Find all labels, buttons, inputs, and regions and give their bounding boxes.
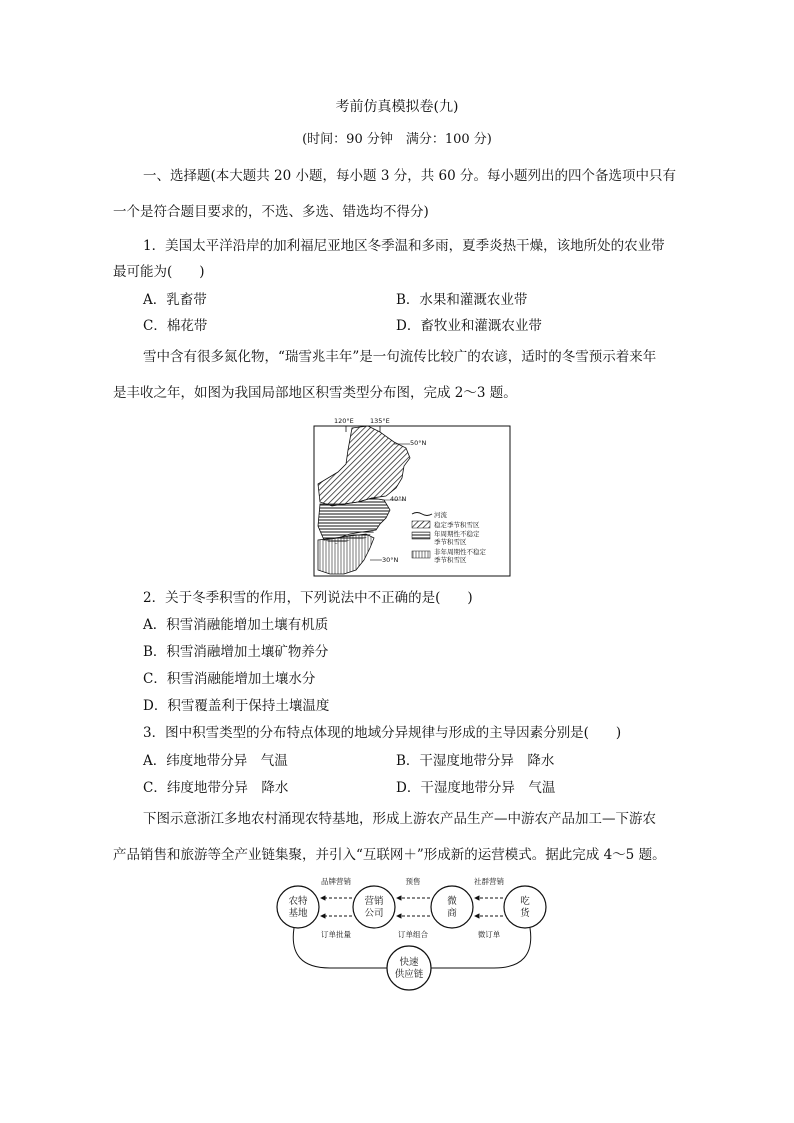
lat-30: 30°N xyxy=(382,556,399,564)
legend-stable-swatch xyxy=(412,521,430,528)
node-micro-merchant xyxy=(431,886,473,928)
legend-nonannual-1: 非年周期性不稳定 xyxy=(434,548,486,556)
passage1-line1: 雪中含有很多氮化物，“瑞雪兆丰年”是一句流传比较广的农谚，适时的冬雪预示着来年 xyxy=(143,349,657,365)
legend-nonannual-swatch xyxy=(412,551,430,558)
edge-label-micro-order: 微订单 xyxy=(477,930,501,939)
lat-50: 50°N xyxy=(410,439,427,447)
node-foodie xyxy=(504,886,546,928)
node-micro-label-2: 商 xyxy=(447,908,457,919)
section-instruction-line1: 一、选择题(本大题共 20 小题，每小题 3 分，共 60 分。每小题列出的四个备选项中只有 xyxy=(143,168,676,184)
node-supply-label-1: 快速 xyxy=(399,957,419,968)
q1-stem-line2: 最可能为( ) xyxy=(113,264,205,280)
legend-annual-swatch xyxy=(412,532,430,539)
q1-option-d: D．畜牧业和灌溉农业带 xyxy=(396,318,542,334)
lon-135: 135°E xyxy=(370,417,390,425)
node-foodie-label-1: 吃 xyxy=(520,896,530,907)
supply-chain-diagram xyxy=(270,872,560,994)
legend-stable: 稳定季节积雪区 xyxy=(434,521,480,529)
edge-label-order-combination: 订单组合 xyxy=(398,930,428,939)
q2-option-a: A．积雪消融能增加土壤有机质 xyxy=(143,617,329,633)
legend-annual-1: 年周期性不稳定 xyxy=(434,530,480,538)
passage2-line2: 产品销售和旅游等全产业链集聚，并引入“互联网＋”形成新的运营模式。据此完成 4～5 题。 xyxy=(113,847,666,863)
node-marketing-label-2: 公司 xyxy=(364,908,384,919)
edge-label-community-marketing: 社群营销 xyxy=(474,877,504,886)
page-title: 考前仿真模拟卷(九) xyxy=(335,99,459,115)
node-micro-label-1: 微 xyxy=(447,896,457,907)
node-fast-supply-chain xyxy=(387,946,431,990)
node-marketing-label-1: 营销 xyxy=(364,896,384,907)
legend-river: 河流 xyxy=(434,511,447,519)
node-farm-base-label-1: 农特 xyxy=(288,896,308,907)
edge-label-presale: 预售 xyxy=(405,877,421,886)
snow-cover-map xyxy=(310,414,515,580)
q1-option-a: A．乳畜带 xyxy=(143,292,207,308)
q3-option-a: A．纬度地带分异 气温 xyxy=(143,753,288,769)
lon-120: 120°E xyxy=(334,417,354,425)
lat-40: 40°N xyxy=(390,495,407,503)
q1-option-c: C．棉花带 xyxy=(143,318,208,334)
node-farm-base-label-2: 基地 xyxy=(288,908,308,919)
node-supply-label-2: 供应链 xyxy=(394,969,424,980)
section-instruction-line2: 一个是符合题目要求的，不选、多选、错选均不得分) xyxy=(113,204,429,220)
q2-option-d: D．积雪覆盖利于保持土壤温度 xyxy=(143,698,330,714)
page-subtitle: (时间：90 分钟 满分：100 分) xyxy=(302,132,492,147)
q2-stem: 2．关于冬季积雪的作用，下列说法中不正确的是( ) xyxy=(143,590,473,606)
q3-option-d: D．干湿度地带分异 气温 xyxy=(396,780,556,796)
passage1-line2: 是丰收之年，如图为我国局部地区积雪类型分布图，完成 2～3 题。 xyxy=(113,385,517,401)
legend-annual-2: 季节积雪区 xyxy=(434,538,467,546)
node-foodie-label-2: 货 xyxy=(520,908,530,919)
q1-stem-line1: 1．美国太平洋沿岸的加利福尼亚地区冬季温和多雨，夏季炎热干燥，该地所处的农业带 xyxy=(143,238,665,254)
q3-option-c: C．纬度地带分异 降水 xyxy=(143,780,289,796)
legend-nonannual-2: 季节积雪区 xyxy=(434,556,467,564)
q3-option-b: B．干湿度地带分异 降水 xyxy=(396,753,555,769)
edge-label-brand-marketing: 品牌营销 xyxy=(321,877,351,886)
q2-option-b: B．积雪消融增加土壤矿物养分 xyxy=(143,644,329,660)
passage2-line1: 下图示意浙江多地农村涌现农特基地，形成上游农产品生产—中游农产品加工—下游农 xyxy=(143,811,656,827)
node-marketing-company xyxy=(353,886,395,928)
q3-stem: 3．图中积雪类型的分布特点体现的地域分异规律与形成的主导因素分别是( ) xyxy=(143,725,622,741)
q1-option-b: B．水果和灌溉农业带 xyxy=(396,292,528,308)
edge-label-bulk-order: 订单批量 xyxy=(321,930,351,939)
q2-option-c: C．积雪消融能增加土壤水分 xyxy=(143,671,316,687)
node-farm-base xyxy=(277,886,319,928)
